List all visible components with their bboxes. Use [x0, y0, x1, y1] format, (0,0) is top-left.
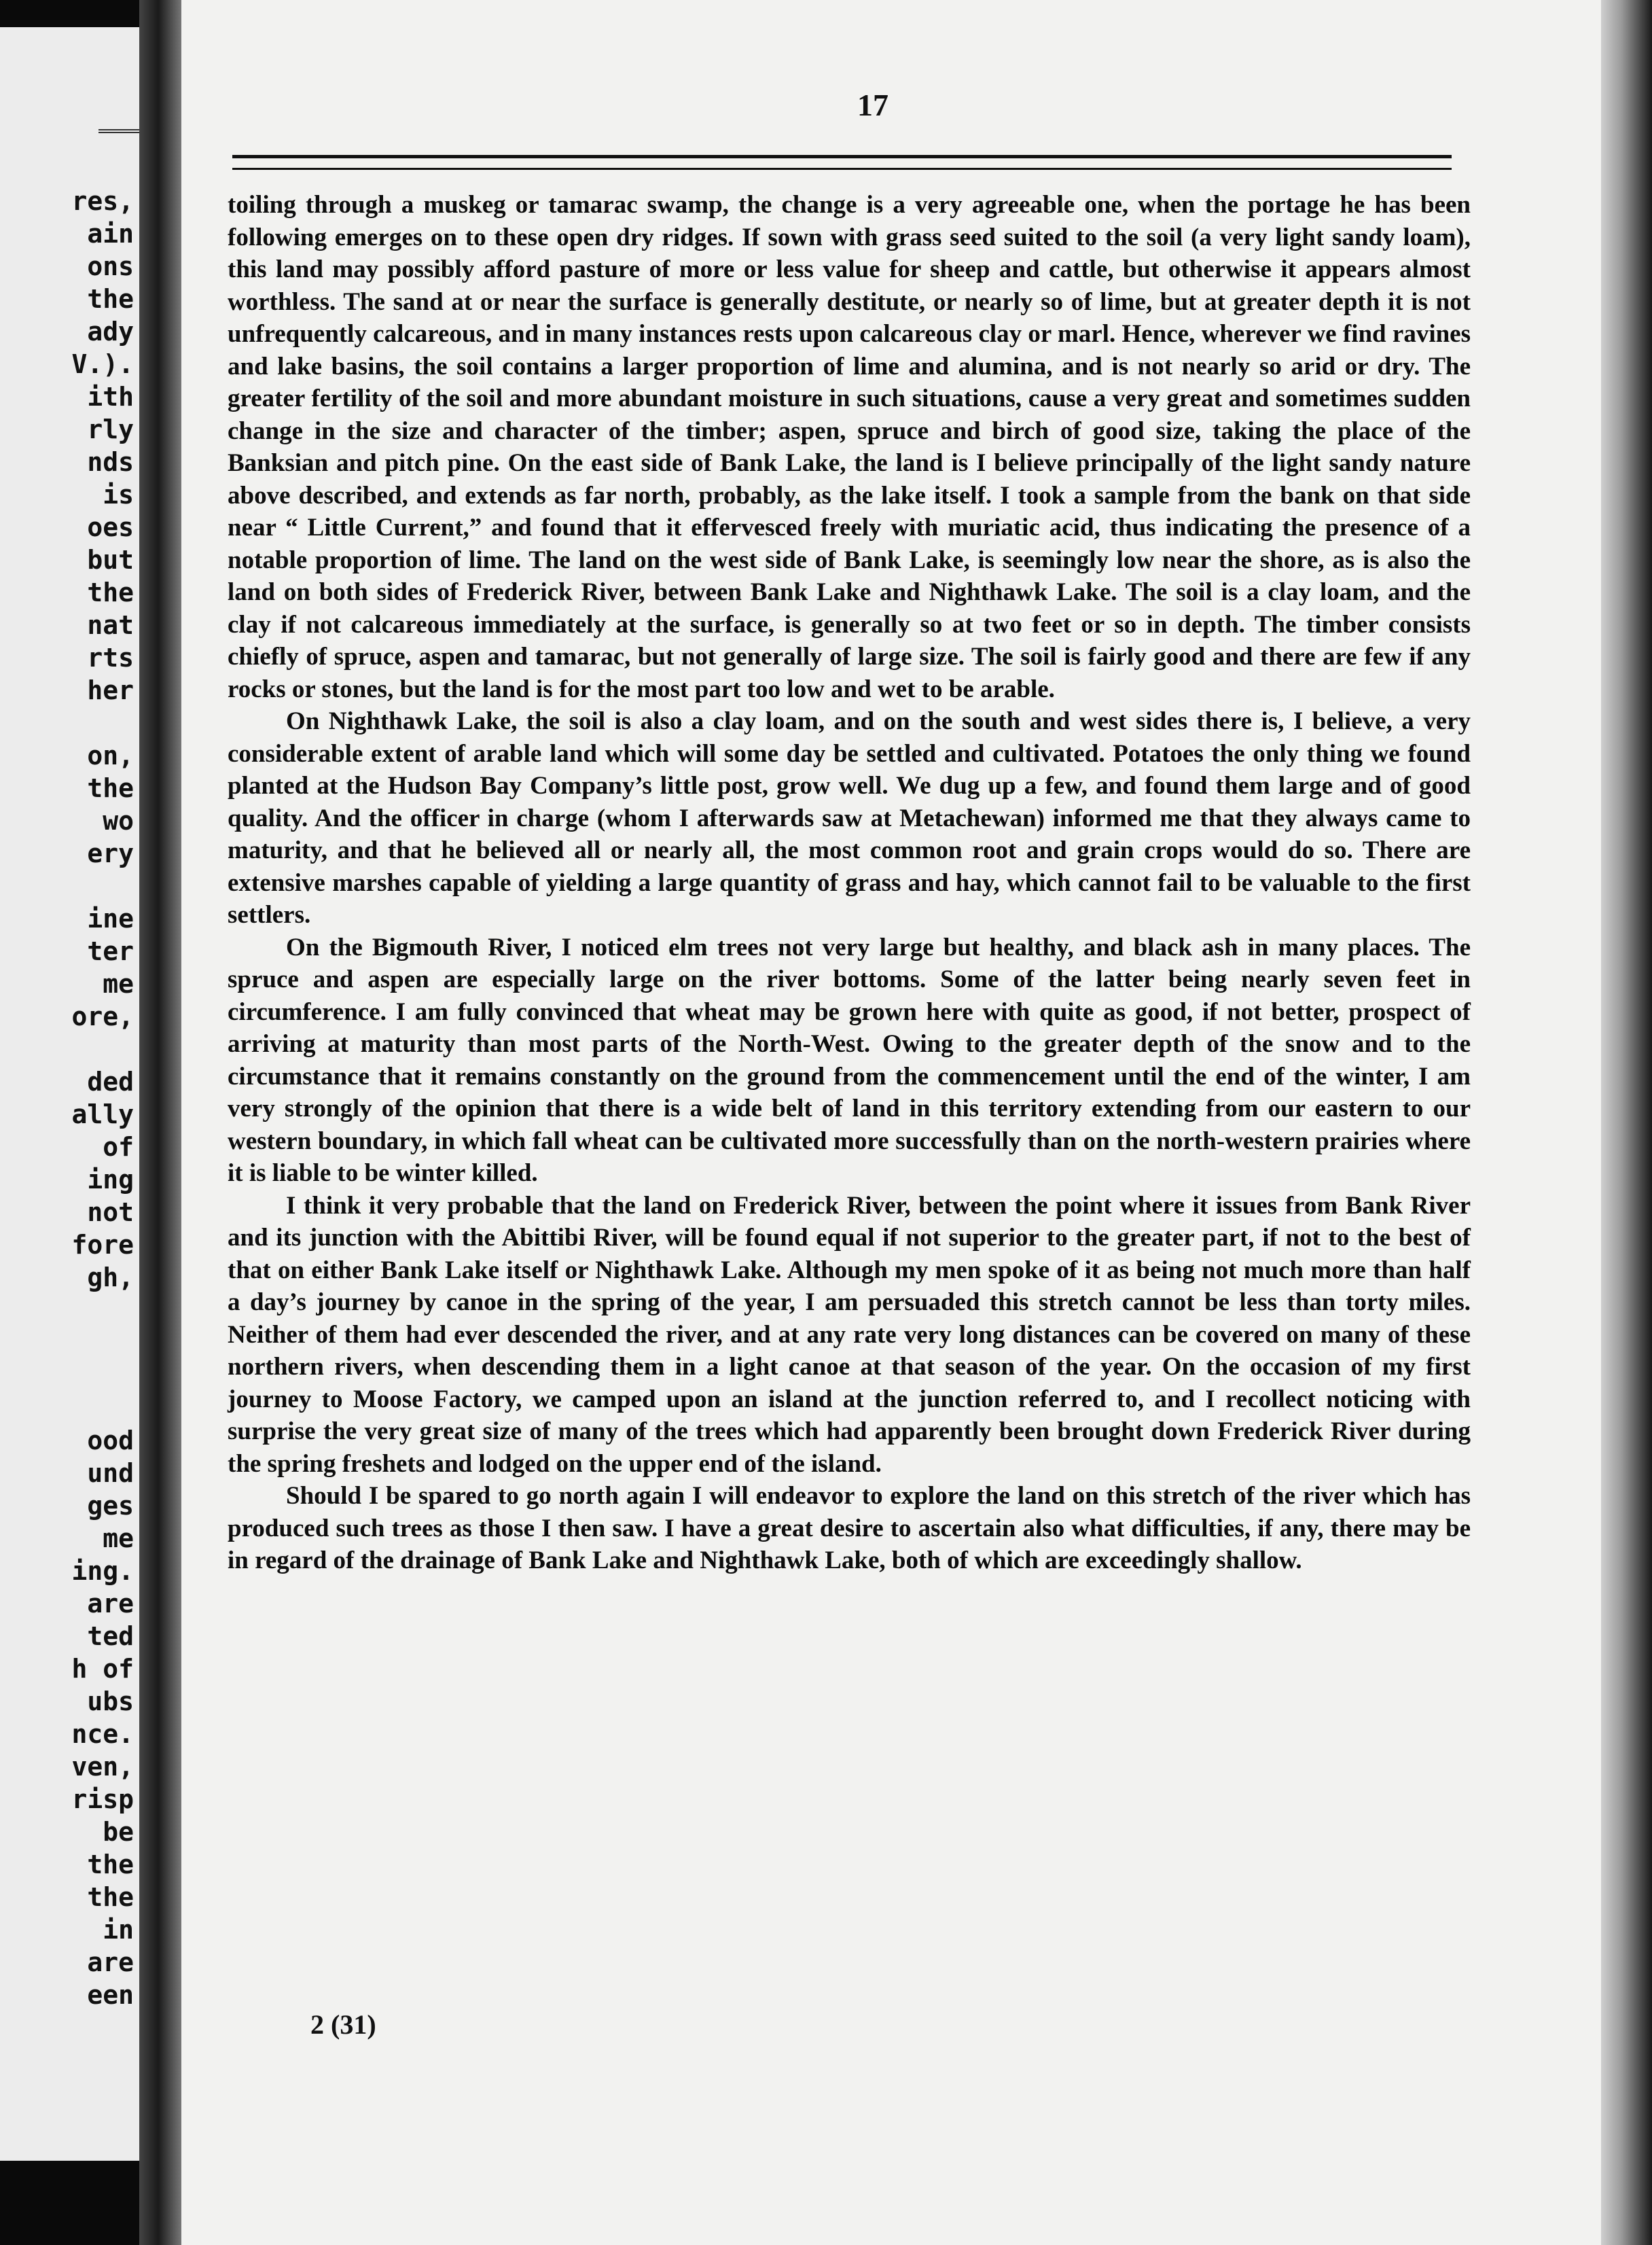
paragraph: I think it very probable that the land on Frederick River, between the point where it issues from Bank River and its junction with the Abittibi River, will be found equal if not superior to the greater part, if not to the best of that on either Bank Lake itself or Nighthawk Lake. Although my men spoke of it as being not much more than half a day’s journey by canoe in the spring of the year, I am persuaded this stretch cannot be less than torty miles. Neither of them had ever descended the river, and at any rate very long distances can be covered on many of these northern rivers, when descending them in a light canoe at that season of the year. On the occasion of my first journey to Moose Factory, we camped upon an island at the junction referred to, and I recollect noticing with surprise the very great size of many of the trees which had apparently been brought down Frederick River during the spring freshets and lodged on the upper end of the island.	[228, 1191, 1471, 1478]
body-text	[228, 189, 1471, 1577]
paragraph: Should I be spared to go north again I will endeavor to explore the land on this stretch of the river which has produced such trees as those I then saw. I have a great desire to ascertain also what difficulties, if any, there may be in regard of the drainage of Bank Lake and Nighthawk Lake, both of which are exceedingly shallow.	[228, 1482, 1471, 1574]
facing-page	[0, 27, 139, 2161]
paragraph: On the Bigmouth River, I noticed elm trees not very large but healthy, and black ash in many places. The spruce and aspen are especially large on the river bottoms. Some of the latter being nearly seven feet in circumference. I am fully convinced that wheat may be grown here with quite as good, if not better, prospect of arriving at maturity than most parts of the North-West. Owing to the greater depth of the snow and to the circumstance that it remains constantly on the ground from the commencement until the end of the winter, I am very strongly of the opinion that there is a wide belt of land in this territory extending from our eastern to our western boundary, in which fall wheat can be cultivated more successfully than on the north-western prairies where it is liable to be winter killed.	[228, 933, 1471, 1187]
facing-page-text-fragments: res, ain ons the ady V.). ith rly nds is oes but the nat rts her on, the wo ery ine ter me ore, ded ally of ing not fore gh, ood und ges me ing. are ted h of ubs nce. ven, risp be the the in are een	[71, 186, 134, 2010]
page-number: 17	[857, 88, 888, 122]
document-page	[181, 0, 1601, 2245]
book-gutter	[139, 0, 181, 2245]
signature-mark: 2 (31)	[310, 2009, 376, 2040]
facing-page-rule	[98, 129, 139, 133]
paragraph: On Nighthawk Lake, the soil is also a clay loam, and on the south and west sides there is, I believe, a very considerable extent of arable land which will some day be settled and cultivated. Potatoes the only thing we found planted at the Hudson Bay Company’s little post, grow well. We dug up a few, and found them large and of good quality. And the officer in charge (whom I afterwards saw at Metachewan) informed me that they always came to maturity, and that he believed all or nearly all, the most common root and grain crops would do so. There are extensive marshes capable of yielding a large quantity of grass and hay, which cannot fail to be valuable to the first settlers.	[228, 707, 1471, 929]
paragraph: toiling through a muskeg or tamarac swamp, the change is a very agreeable one, when the portage he has been following emerges on to these open dry ridges. If sown with grass seed suited to the soil (a very light sandy loam), this land may possibly afford pasture of more or less value for sheep and cattle, but otherwise it appears almost worthless. The sand at or near the surface is generally destitute, or nearly so of lime, but at greater depth it is not unfrequently calcareous, and in many instances rests upon calcareous clay or marl. Hence, wherever we find ravines and lake basins, the soil contains a larger proportion of lime and alumina, and is not nearly so arid or dry. The greater fertility of the soil and more abundant moisture in such situations, cause a very great and sometimes sudden change in the size and character of the timber; aspen, spruce and birch of good size, taking the place of the Banksian and pitch pine. On the east side of Bank Lake, the land is I believe principally of the light sandy nature above described, and extends as far north, probably, as the lake itself. I took a sample from the bank on that side near “ Little Current,” and found that it effervesced freely with muriatic acid, thus indicating the presence of a notable proportion of lime. The land on the west side of Bank Lake, is seemingly low near the shore, as is also the land on both sides of Frederick River, between Bank Lake and Nighthawk Lake. The soil is a clay loam, and the clay if not calcareous immediately at the surface, is generally so at two feet or so in depth. The timber consists chiefly of spruce, aspen and tamarac, but not generally of large size. The soil is fairly good and there are few if any rocks or stones, but the land is for the most part too low and wet to be arable.	[228, 191, 1471, 703]
page-edge	[1601, 0, 1652, 2245]
header-rule	[232, 155, 1452, 170]
